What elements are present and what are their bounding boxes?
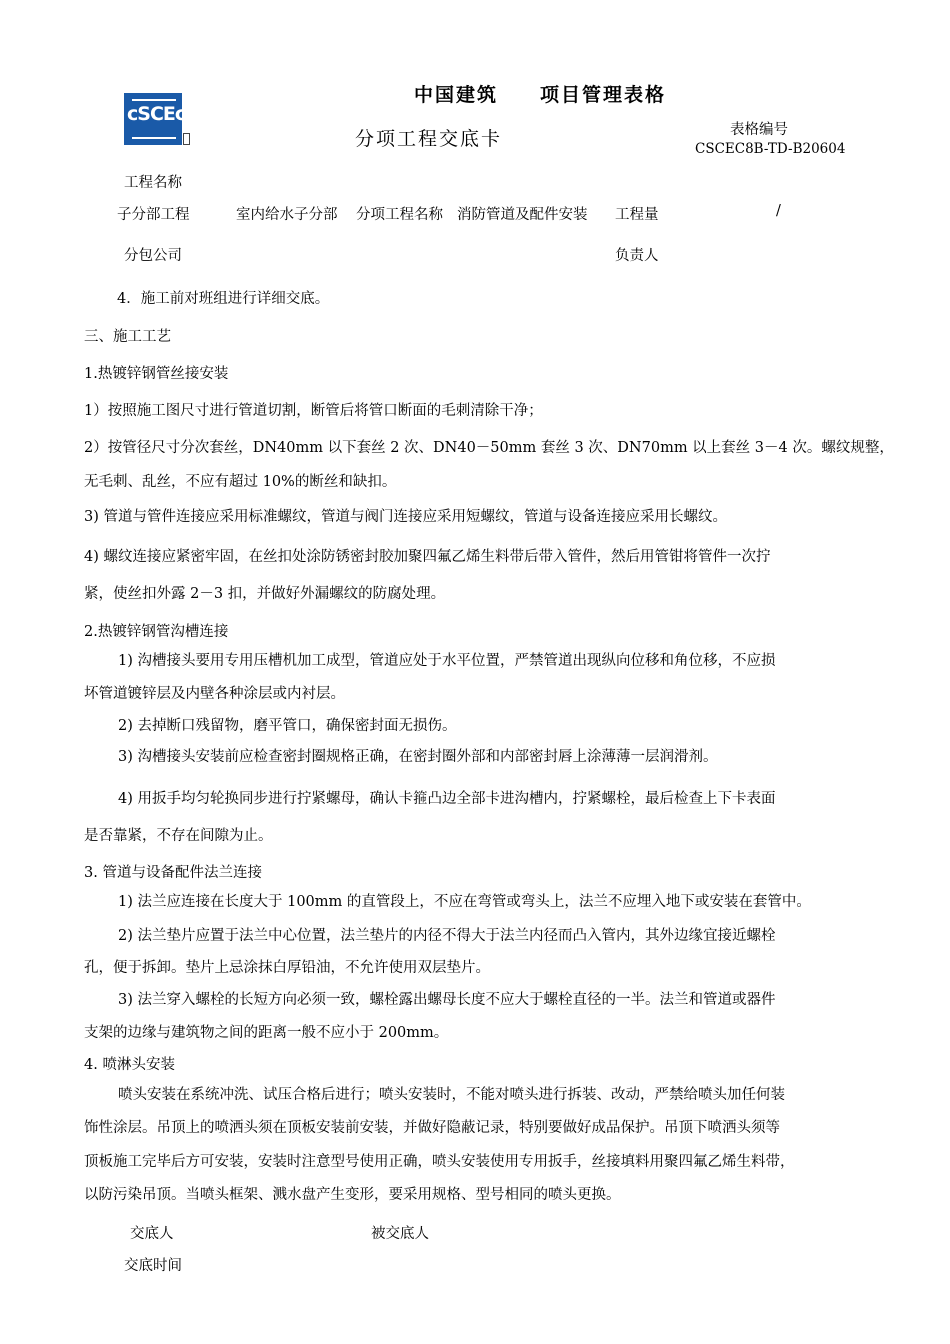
- step-2-4a: 4) 用扳手均匀轮换同步进行拧紧螺母，确认卡箍凸边全部卡进沟槽内，拧紧螺栓，最后检查上下卡表面: [118, 791, 776, 807]
- item-name-label: 分项工程名称: [356, 207, 443, 223]
- header-title: 项目管理表格: [540, 84, 667, 106]
- logo-bar-top: [132, 99, 176, 101]
- receiver-label: 被交底人: [371, 1226, 429, 1242]
- step-1-2b: 无毛刺、乱丝，不应有超过 10%的断丝和缺扣。: [84, 474, 397, 490]
- brand-name: 中国建筑: [414, 84, 499, 106]
- step-2-4b: 是否靠紧，不存在间隙为止。: [84, 828, 273, 844]
- subcontractor-label: 分包公司: [124, 248, 182, 264]
- subsection-1-title: 1.热镀锌钢管丝接安装: [84, 366, 229, 382]
- step-1-1: 1）按照施工图尺寸进行管道切割，断管后将管口断面的毛刺清除干净；: [84, 403, 543, 419]
- owner-label: 负责人: [615, 248, 659, 264]
- company-logo: [124, 93, 186, 145]
- step-3-2a: 2) 法兰垫片应置于法兰中心位置，法兰垫片的内径不得大于法兰内径而凸入管内，其外边缘宜接近螺栓: [118, 928, 776, 944]
- step-2-3: 3) 沟槽接头安装前应检查密封圈规格正确，在密封圈外部和内部密封唇上涂薄薄一层润滑剂。: [118, 749, 718, 765]
- step-3-3a: 3) 法兰穿入螺栓的长短方向必须一致，螺栓露出螺母长度不应大于螺栓直径的一半。法兰和管道或器件: [118, 992, 776, 1008]
- section-title-process: 三、施工工艺: [84, 329, 171, 345]
- step-2-2: 2) 去掉断口残留物，磨平管口，确保密封面无损伤。: [118, 718, 457, 734]
- item-name-value: 消防管道及配件安装: [457, 207, 588, 223]
- step-4-a: 喷头安装在系统冲洗、试压合格后进行；喷头安装时，不能对喷头进行拆装、改动，严禁给喷头加任何装: [118, 1087, 785, 1103]
- subsection-4-title: 4. 喷淋头安装: [84, 1057, 175, 1073]
- step-3-1: 1) 法兰应连接在长度大于 100mm 的直管段上，不应在弯管或弯头上，法兰不应埋入地下或安装在套管中。: [118, 894, 811, 910]
- sub-dept-value: 室内给水子分部: [236, 207, 338, 223]
- placeholder-box: [183, 133, 190, 145]
- form-number: CSCEC8B-TD-B20604: [695, 141, 846, 157]
- step-1-2a: 2）按管径尺寸分次套丝，DN40mm 以下套丝 2 次、DN40－50mm 套丝 3 次、DN70mm 以上套丝 3－4 次。螺纹规整，: [84, 440, 894, 456]
- logo-text: cSCEc: [127, 103, 186, 125]
- subsection-2-title: 2.热镀锌钢管沟槽连接: [84, 624, 229, 640]
- step-2-1b: 坏管道镀锌层及内壁各种涂层或内衬层。: [84, 686, 345, 702]
- form-number-label: 表格编号: [730, 122, 788, 138]
- subsection-3-title: 3. 管道与设备配件法兰连接: [84, 865, 262, 881]
- step-1-4b: 紧，使丝扣外露 2－3 扣，并做好外漏螺纹的防腐处理。: [84, 586, 446, 602]
- form-title: 分项工程交底卡: [355, 128, 503, 150]
- sub-dept-label: 子分部工程: [117, 207, 190, 223]
- step-4-d: 以防污染吊顶。当喷头框架、溅水盘产生变形，要采用规格、型号相同的喷头更换。: [84, 1187, 621, 1203]
- quantity-label: 工程量: [615, 207, 659, 223]
- step-1-3: 3) 管道与管件连接应采用标准螺纹，管道与阀门连接应采用短螺纹，管道与设备连接应采用长螺纹。: [84, 509, 727, 525]
- line-4: 4．施工前对班组进行详细交底。: [117, 291, 330, 307]
- step-4-c: 顶板施工完毕后方可安装，安装时注意型号使用正确，喷头安装使用专用扳手，丝接填料用聚四氟乙烯生料带，: [84, 1154, 795, 1170]
- disclosure-time-label: 交底时间: [124, 1258, 182, 1274]
- project-name-label: 工程名称: [124, 175, 182, 191]
- quantity-value: /: [776, 203, 781, 219]
- step-4-b: 饰性涂层。吊顶上的喷洒头须在顶板安装前安装，并做好隐蔽记录，特别要做好成品保护。吊顶下喷洒头须等: [84, 1120, 780, 1136]
- step-1-4a: 4) 螺纹连接应紧密牢固，在丝扣处涂防锈密封胶加聚四氟乙烯生料带后带入管件，然后用管钳将管件一次拧: [84, 549, 771, 565]
- step-2-1a: 1) 沟槽接头要用专用压槽机加工成型，管道应处于水平位置，严禁管道出现纵向位移和角位移，不应损: [118, 653, 776, 669]
- discloser-label: 交底人: [130, 1226, 174, 1242]
- step-3-2b: 孔，便于拆卸。垫片上忌涂抹白厚铅油，不允许使用双层垫片。: [84, 960, 490, 976]
- logo-bar-bottom: [132, 137, 176, 139]
- step-3-3b: 支架的边缘与建筑物之间的距离一般不应小于 200mm。: [84, 1025, 449, 1041]
